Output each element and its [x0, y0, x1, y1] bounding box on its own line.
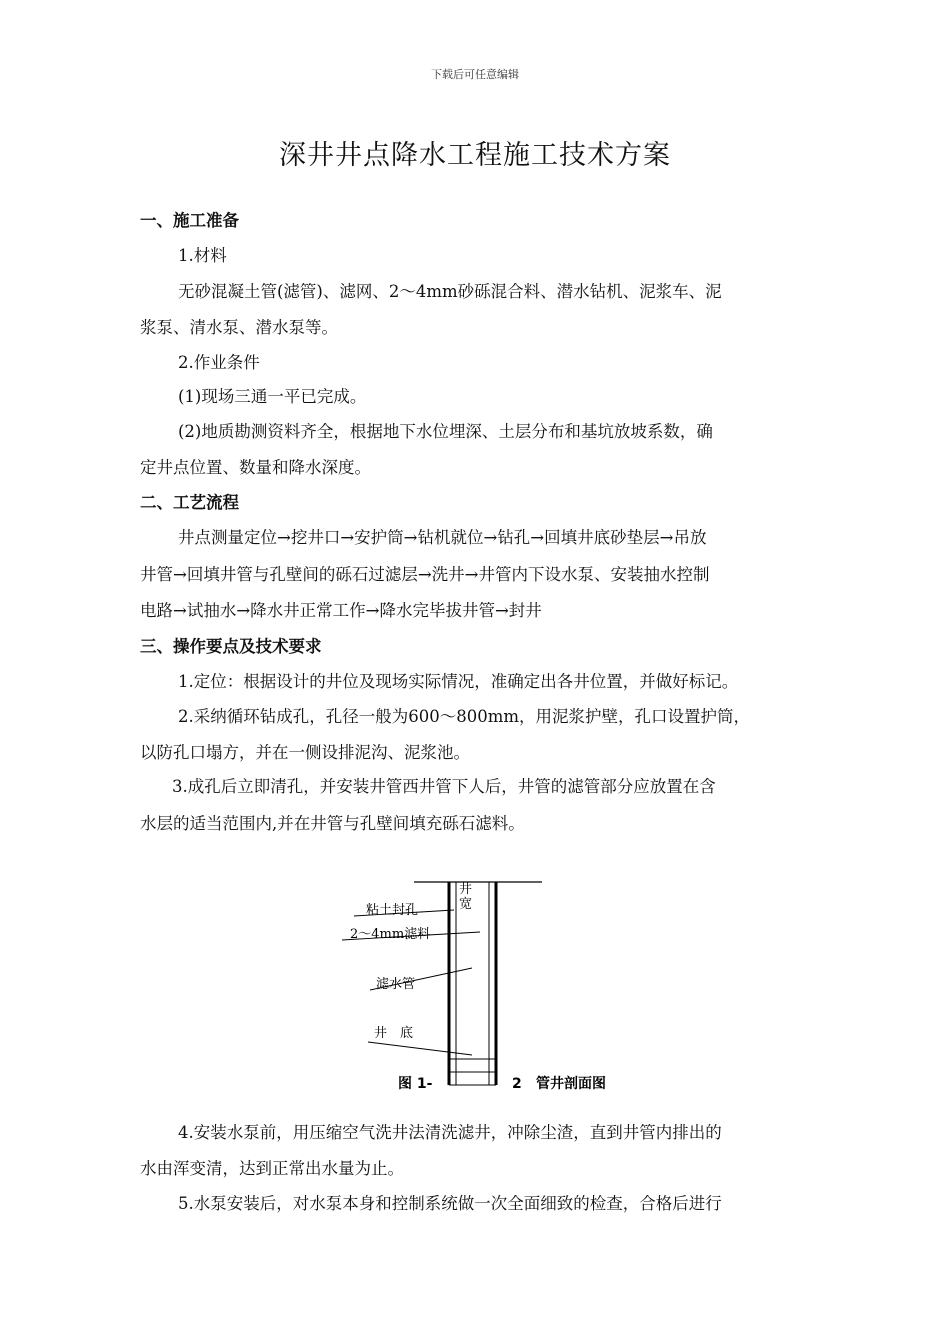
label-filter-pipe: 滤水管 — [376, 977, 416, 992]
condition-2-line2: 定井点位置、数量和降水深度。 — [140, 458, 371, 477]
flow-line2: 井管→回填井管与孔壁间的砾石过滤层→洗井→井管内下设水泵、安装抽水控制 — [140, 565, 710, 584]
point-3-line2: 水层的适当范围内,并在井管与孔壁间填充砾石滤料。 — [140, 814, 525, 833]
document-title: 深井井点降水工程施工技术方案 — [279, 140, 671, 171]
section1-sub-conditions: 2.作业条件 — [178, 353, 260, 372]
label-width-1: 井 — [459, 882, 473, 897]
label-gravel-filter: 2～4mm滤料 — [350, 927, 431, 942]
condition-1: (1)现场三通一平已完成。 — [178, 387, 367, 406]
point-2-line2: 以防孔口塌方，并在一侧设排泥沟、泥浆池。 — [140, 743, 470, 762]
point-1: 1.定位：根据设计的井位及现场实际情况，准确定出各井位置，并做好标记。 — [178, 672, 739, 691]
flow-line3: 电路→试抽水→降水井正常工作→降水完毕拔井管→封井 — [140, 601, 542, 620]
caption-number: 2 — [512, 1076, 522, 1092]
section1-heading: 一、施工准备 — [140, 211, 239, 230]
well-section-figure — [330, 872, 630, 1102]
caption-text: 管井剖面图 — [536, 1076, 606, 1092]
materials-text-line1: 无砂混凝土管(滤管)、滤网、2～4mm砂砾混合料、潜水钻机、泥浆车、泥 — [178, 282, 722, 301]
condition-2-line1: (2)地质勘测资料齐全，根据地下水位埋深、土层分布和基坑放坡系数，确 — [178, 422, 713, 441]
point-2-line1: 2.采纳循环钻成孔，孔径一般为600～800mm，用泥浆护壁，孔口设置护筒， — [178, 707, 751, 726]
label-clay-seal: 粘土封孔 — [366, 903, 419, 918]
point-4-line1: 4.安装水泵前，用压缩空气洗井法清洗滤井，冲除尘渣，直到井管内排出的 — [178, 1123, 722, 1142]
section2-heading: 二、工艺流程 — [140, 493, 239, 512]
section1-sub-materials: 1.材料 — [178, 246, 227, 265]
point-3-line1: 3.成孔后立即清孔，并安装井管西井管下人后，井管的滤管部分应放置在含 — [172, 777, 716, 796]
caption-prefix: 图 1- — [398, 1076, 433, 1092]
section3-heading: 三、操作要点及技术要求 — [140, 637, 322, 656]
label-well-bottom: 井 底 — [374, 1026, 414, 1041]
flow-line1: 井点测量定位→挖井口→安护筒→钻机就位→钻孔→回填井底砂垫层→吊放 — [178, 528, 707, 547]
point-5-line1: 5.水泵安装后，对水泵本身和控制系统做一次全面细致的检查，合格后进行 — [178, 1194, 722, 1213]
materials-text-line2: 浆泵、清水泵、潜水泵等。 — [140, 318, 338, 337]
label-width-2: 宽 — [459, 897, 473, 912]
header-note: 下载后可任意编辑 — [431, 68, 519, 81]
point-4-line2: 水由浑变清，达到正常出水量为止。 — [140, 1159, 404, 1178]
